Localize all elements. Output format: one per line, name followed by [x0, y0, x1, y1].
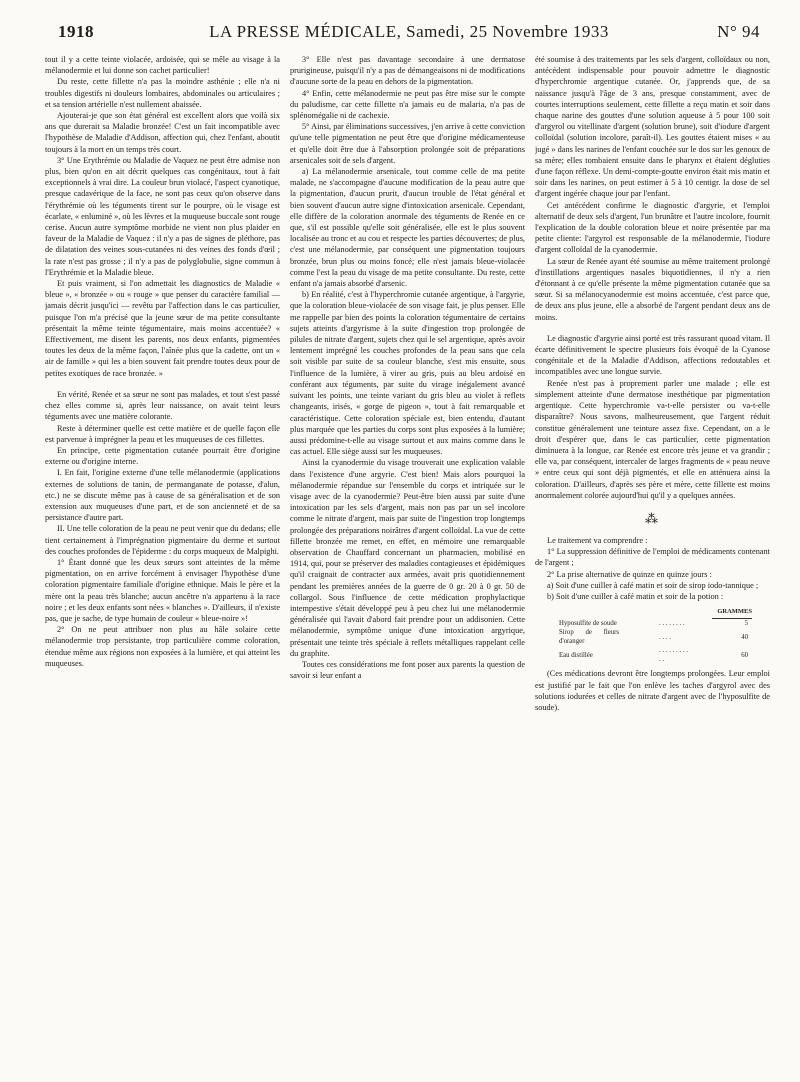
paragraph: tout il y a cette teinte violacée, ardoisée, qui se mêle au visage à la mélanodermie et lui donne son cachet particulier! — [45, 55, 280, 76]
paragraph: 2° La prise alternative de quinze en quinze jours : — [547, 569, 712, 579]
page-number: 1918 — [58, 22, 94, 41]
formula-table — [535, 619, 770, 664]
paragraph: b) Soit d'une cuiller à café matin et soir de la potion : — [547, 591, 724, 601]
paragraph: 1° Étant donné que les deux sœurs sont atteintes de la même pigmentation, on en arrive forcément à envisager l'hypothèse d'une coloration pigmentaire familiale d'origine ethnique. Mais le père et la mère ont la peau très blanche; aucun ancêtre n'a appartenu à la race noire ; et les deux enfants sont nées « blanches ». D'ailleurs, il n'existe pas, que je sache, de type humain de couleur « bleue-noire »! — [45, 557, 280, 623]
paragraph: Toutes ces considérations me font poser aux parents la question de savoir si leur enfant a — [290, 659, 525, 681]
formula-leader-dots: . . . . . . . . — [659, 620, 685, 628]
formula-ingredient: Sirop de fleurs d'oranger — [559, 629, 620, 646]
paragraph: Cet antécédent confirme le diagnostic d'argyrie, et l'emploi alternatif de deux sels d'argent, l'un brunâtre et l'autre incolore, fournit l'explication de la double coloration bleue et noire présentée par ma petite cliente: l'argyrol est responsable de la mélanodermie, l'iodure d'argent colloïdal de la cyanodermie. — [535, 200, 770, 255]
journal-title: LA PRESSE MÉDICALE, Samedi, 25 Novembre 1933 — [209, 22, 609, 41]
section-separator: ⁂ — [645, 510, 660, 526]
paragraph: 4° Enfin, cette mélanodermie ne peut pas être mise sur le compte du paludisme, car cette fillette n'a jamais eu de malaria, n'a pas de splénomégalie ni de cachexie. — [290, 88, 525, 121]
article-columns — [45, 54, 770, 1064]
paragraph: a) La mélanodermie arsenicale, tout comme celle de ma petite malade, ne s'accompagne d'aucune modification de la peau autre que la pigmentation, d'aucun prurit, d'aucun trouble de l'état général et bien souvent d'aucun autre signe d'intoxication arsenicale. Cependant, elle diffère de la coloration anormale des téguments de Renée en ce que, s'il est possible qu'elle soit généralisée, elle est le plus souvent localisée au tronc et au cou et respecte les parties découvertes; de plus, c'est une mélanodermie, par conséquent une pigmentation toujours bronzée, brun plus ou moins foncé; elle n'est jamais bleue-violacée comme l'est la peau du visage de ma petite consultante. Du reste, cette enfant n'a jamais absorbé d'arsenic. — [290, 167, 525, 289]
paragraph: 5° Ainsi, par éliminations successives, j'en arrive à cette conviction qu'une telle pigmentation ne peut être que d'origine médicamenteuse et qu'elle doit être due à l'absorption prolongée soit de préparations arsenicales soit de sels d'argent. — [290, 122, 525, 165]
formula-row — [535, 646, 770, 664]
paragraph: Et puis vraiment, si l'on admettait les diagnostics de Maladie « bleue », « bronzée » ou « rouge » que penser du caractère familial — jamais décrit jusqu'ici — revêtu par l'affection dans le cas particulier, puisque l'on m'a précisé que la jeune sœur de ma petite consultante présentait la même teinte tégumentaire, mais moins accentuée? « Effectivement, me disent les parents, nos deux enfants, pigmentées toutes les deux de la même façon, l'aînée plus que la cadette, ont un « air de famille » qui les a bien souvent fait prendre toutes deux pour de petites exotiques de race bronzée. » — [45, 279, 280, 378]
paragraph: été soumise à des traitements par les sels d'argent, colloïdaux ou non, antécédent indispensable pour pouvoir admettre le diagnostic d'hyperchromie argentique cutanée. Or, j'apprends que, de sa naissance jusqu'à l'âge de 3 ans, presque constamment, avec de courtes interruptions seulement, cette fillette a reçu matin et soir dans chaque narine des gouttes d'une solution aqueuse à 5 pour 100 soit d'argyrol ou vitellinate d'argent (solution brune), soit d'iodure d'argent colloïdal (solution incolore, paraît-il). Les gouttes étaient mises « au jugé » dans les narines de l'enfant couchée sur le dos sur les genoux de sa mère; elles tombaient ensuite dans le pharynx et étaient dégluties d'une façon réflexe. Un demi-compte-goutte environ était mis matin et soir dans les narines, on peut estimer à 5 à 10 centigr. la dose de sel d'argent ingérée chaque jour par l'enfant. — [535, 55, 770, 199]
column-3 — [535, 54, 770, 1064]
paragraph: a) Soit d'une cuiller à café matin et soir de sirop iodo-tannique ; — [547, 580, 759, 590]
formula-leader-dots: . . . . — [659, 633, 671, 641]
formula-row — [535, 628, 770, 646]
paragraph: II. Une telle coloration de la peau ne peut venir que du dedans; elle tient certainement à l'imprégnation pigmentaire du derme et surtout des couches profondes de l'épiderme : du corps muqueux de Malpighi. — [45, 524, 280, 556]
paragraph: En principe, cette pigmentation cutanée pourrait être d'origine externe ou d'origine interne. — [45, 445, 280, 467]
formula-ingredient: Hyposulfite de soude — [559, 620, 617, 628]
paragraph: Du reste, cette fillette n'a pas la moindre asthénie ; elle n'a ni troubles digestifs ni douleurs lombaires, abdominales ou articulaires ; et sa tension artérielle n'est nullement abaissée. — [45, 77, 280, 109]
paragraph: b) En réalité, c'est à l'hyperchromie cutanée argentique, à l'argyrie, que la coloration bleue-violacée de son visage fait, je plus penser. Elle me rappelle par bien des points la coloration tégumentaire de certains sujets atteints d'argyrisme à la suite d'ingestion trop prolongée de pilules de nitrate d'argent, sujets chez qui le sel argentique, après avoir lentement imprégné les couches profondes de la peau sans que cela soit visible par suite de sa couleur blanche, s'est mis ensuite, sous l'influence de la lumière, à virer au gris, puis au bleu ardoisé en conférant aux téguments, par suite du virage inégalement avancé suivant les points, une teinte variant du gris bleu au violet à reflets changeants, irisés, « gorge de pigeon », tout à fait remarquable et caractéristique. Cette coloration spéciale est, bien entendu, d'autant plus marquée que les parties du corps sont plus exposées à la lumière; aussi prédomine-t-elle au visage surtout et aux mains comme dans le cas actuel. Elle siège aussi sur les muqueuses. — [290, 290, 525, 457]
formula-row — [535, 619, 770, 628]
page-header — [58, 22, 760, 44]
paragraph: (Ces médications devront être longtemps prolongées. Leur emploi est justifié par le fait que l'on enlève les taches d'argyrol avec des solutions iodurées et celles de nitrate d'argent avec de l'hyposulfite de soude). — [535, 669, 770, 712]
paragraph: Ainsi la cyanodermie du visage trouverait une explication valable dans l'existence d'une argyrie. C'est bien! Mais alors pourquoi la mélanodermie répandue sur l'ensemble du corps et intriquée sur le visage avec de la cyanodermie? Peut-être bien aussi par suite d'une intoxication par les sels d'argent, mais non pas par un sel incolore comme le nitrate d'argent, mais par suite de l'ingestion trop longtemps prolongée des préparations noirâtres d'argent colloïdal. La vue de cette fillette bronzée me remet, en effet, en mémoire une remarquable observation de Chauffard concernant un pharmacien, mobilisé en 1914, qui, pour se préserver des maladies contagieuses et épidémiques qu'il craignait de contracter aux armées, avait pris quotidiennement pendant les premières années de la guerre de 0 gr. 20 à 0 gr. 50 de collargol. Sous l'influence de cette médication prophylactique intempestive s'était développé peu à peu chez lui une mélanodermie généralisée qui l'avait d'abord fait prendre pour un addisonien. Cette mélanodermie, symptôme unique d'une intoxication argyrique, présentait une teinte très spéciale à reflets métalliques rappelant celle du graphite. — [290, 458, 525, 658]
paragraph: La sœur de Renée ayant été soumise au même traitement prolongé d'instillations argentiques nasales biquotidiennes, il n'y a rien d'étonnant à ce qu'elle présente la même pigmentation cutanée que sa sœur. Si sa mélanocyanodermie est moins accentuée, c'est parce que, de deux ans plus jeune, elle a absorbé de l'argent pendant deux ans de moins. — [535, 256, 770, 322]
issue-number: N° 94 — [717, 22, 760, 41]
paragraph: Renée n'est pas à proprement parler une malade ; elle est simplement atteinte d'une dermatose inesthétique par pigmentation argentique. Cette hyperchromie va-t-elle persister ou va-t-elle disparaître? Nous savons, malheureusement, que l'argent réduit constitue généralement une teinture assez fixe. Cependant, on a le droit d'espérer que, dans le cas particulier, cette pigmentation diminuera à la longue, car Renée est encore très jeune et va grandir ; elle va, par conséquent, intercaler de larges fragments de « peau neuve » entre ceux qui sont déjà pigmentés, et elle en atténuera ainsi la coloration. D'ailleurs, d'après ses père et mère, cette fillette est moins anormalement colorée aujourd'hui qu'il y a quelques années. — [535, 378, 770, 500]
formula-quantity: 40 — [741, 633, 748, 641]
paragraph: Reste à déterminer quelle est cette matière et de quelle façon elle est parvenue à imprégner la peau et les muqueuses de ces fillettes. — [45, 423, 280, 444]
formula-unit-header: GRAMMES — [717, 608, 752, 616]
formula-ingredient: Eau distillée — [559, 651, 593, 659]
column-2 — [290, 54, 525, 1064]
paragraph: I. En fait, l'origine externe d'une telle mélanodermie (applications externes de solutions de tanin, de permanganate de potasse, d'alun, etc.) ne se discute même pas à cause de sa généralisation et de son extension aux muqueuses d'une part, et de son ancienneté et de sa persistance d'autre part. — [45, 468, 280, 523]
formula-quantity: 60 — [741, 651, 748, 659]
paragraph: 3° Une Erythrémie ou Maladie de Vaquez ne peut être admise non plus, bien qu'on en ait décrit quelques cas congénitaux, tout à fait exceptionnels à vrai dire. La couleur brun violacé, l'aspect cyanotique, presque cadavérique de la face, ne sont pas ceux qu'on observe dans l'érythrémie où les téguments tirent sur le pourpre, où le visage est écarlate, « enluminé », où les lèvres et la muqueuse buccale sont rouge cerise. Aucun autre symptôme morbide ne vient non plus plaider en faveur de la Maladie de Vaquez : il n'y a pas de signes de pléthore, pas de dilatation des veines sous-cutanées ni des veines des fonds d'œil ; la rate n'est pas grosse ; il n'y a pas de polyglobulie, signe commun à l'Erythrémie et la Maladie bleue. — [45, 155, 280, 277]
paragraph: En vérité, Renée et sa sœur ne sont pas malades, et tout s'est passé chez elles comme si, après leur naissance, on avait teint leurs téguments avec une matière colorante. — [45, 389, 280, 422]
formula-quantity: 5 — [744, 620, 748, 628]
column-1 — [45, 54, 280, 1064]
paragraph: 2° On ne peut attribuer non plus au hâle solaire cette mélanodermie trop persistante, trop particulière comme coloration, étendue même aux régions non exposées à la lumière, et qui atteint les muqueuses. — [45, 625, 280, 668]
paragraph: Le diagnostic d'argyrie ainsi porté est très rassurant quoad vitam. Il écarte définitivement le spectre plusieurs fois évoqué de la Cyanose congénitale et de la Maladie d'Addison, affections redoutables et incompatibles avec une longue survie. — [535, 333, 770, 377]
paragraph: 3° Elle n'est pas davantage secondaire à une dermatose prurigineuse, puisqu'il n'y a pas de démangeaisons ni de modifications d'aucune sorte de la peau en dehors de la pigmentation. — [290, 55, 525, 87]
paragraph: Ajouterai-je que son état général est excellent alors que voilà six ans que durerait sa Maladie bronzée! C'est un fait incompatible avec l'hypothèse de Maladie d'Addison, affection qui, chez l'enfant, aboutit toujours à la mort en un temps très court. — [45, 111, 280, 154]
formula-leader-dots: . . . . . . . . . . . — [659, 647, 688, 664]
paragraph: Le traitement va comprendre : — [547, 535, 648, 545]
paragraph: 1° La suppression définitive de l'emploi de médicaments contenant de l'argent ; — [535, 547, 770, 568]
